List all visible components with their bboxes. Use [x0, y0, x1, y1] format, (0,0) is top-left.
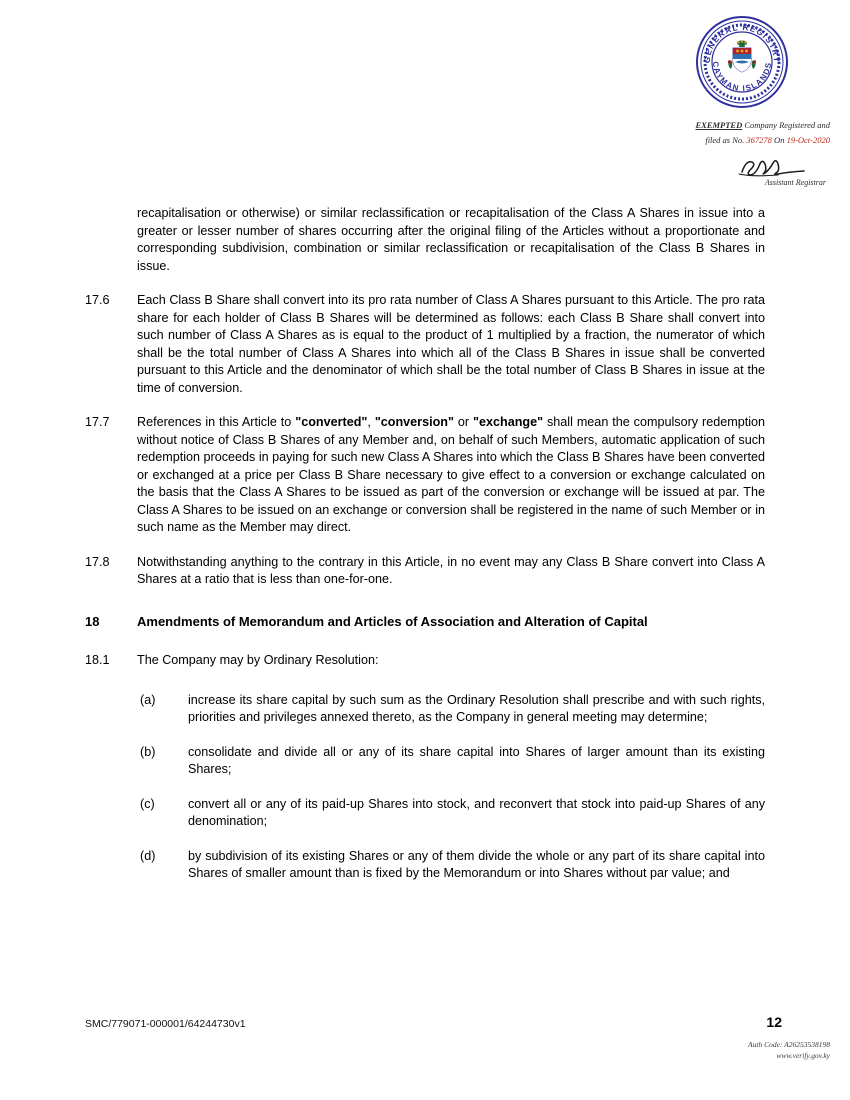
- auth-block: [85, 1039, 832, 1062]
- continued-paragraph: [85, 205, 765, 275]
- footer-row: [85, 1014, 832, 1030]
- clause-17-8-text: Notwithstanding anything to the contrary in this Article, in no event may any Class B Share convert into Class A Shares at a ratio that is less than one-for-one.: [137, 554, 765, 586]
- subclause-b-text: consolidate and divide all or any of its share capital into Shares of larger amount than its existing Shares;: [188, 744, 765, 776]
- clause-17-7-part1: References in this Article to: [137, 415, 296, 429]
- page-number: 12: [766, 1013, 782, 1030]
- defined-term-exchange: "exchange": [473, 415, 544, 429]
- subclause-c-text: convert all or any of its paid-up Shares into stock, and reconvert that stock into paid-up Shares of any denomination;: [188, 796, 765, 828]
- clause-17-6-text: Each Class B Share shall convert into its pro rata number of Class A Shares pursuant to this Article. The pro rata share for each holder of Class B Shares will be determined as follows: each Class B Share shall convert into such number of Class A Shares as is equal to the product of 1 multiplied by a fraction, the numerator of which shall be the total number of Class A Shares into which all of the Class B Shares in issue shall be converted pursuant to this Article and the denominator of which shall be the total number of Class B Shares in issue at the time of conversion.: [137, 293, 765, 395]
- stamp-filed-prefix: filed as No.: [705, 134, 745, 145]
- subclause-b: [85, 744, 765, 779]
- subclause-c-letter: (c): [140, 796, 155, 811]
- verify-url: www.verify.gov.ky: [776, 1051, 830, 1061]
- clause-17-6: [85, 292, 765, 397]
- clause-17-7-number: 17.7: [85, 415, 110, 429]
- svg-text:GENERAL REGISTRY: GENERAL REGISTRY: [702, 22, 782, 64]
- registration-number: 367278: [746, 134, 772, 145]
- stamp-line-exempted: [652, 118, 830, 133]
- exempted-label: EXEMPTED: [695, 120, 743, 130]
- subclause-a-letter: (a): [140, 692, 156, 707]
- clause-18-1-number: 18.1: [85, 653, 110, 667]
- clause-17-7-part2: ,: [367, 415, 375, 429]
- clause-17-7-part3: or: [453, 415, 474, 429]
- subclause-d: [85, 848, 765, 883]
- continued-paragraph-text: recapitalisation or otherwise) or similar reclassification or recapitalisation of the Class A Shares in issue into a greater or lesser number of shares occurring after the original filing of the Articles without a proportionate and corresponding subdivision, combination or similar reclassification or recapitalisation of the Class B Shares in issue.: [137, 206, 765, 273]
- clause-17-8: [85, 554, 765, 589]
- stamp-line-filed: [652, 133, 830, 148]
- defined-term-conversion: "conversion": [374, 415, 454, 429]
- subclause-d-text: by subdivision of its existing Shares or any of them divide the whole or any part of its share capital into Shares of smaller amount than is fixed by the Memorandum or into Shares without par value; and: [188, 848, 765, 880]
- clause-17-6-number: 17.6: [85, 293, 110, 307]
- registrar-signature: [652, 154, 832, 180]
- section-18-title: Amendments of Memorandum and Articles of Association and Alteration of Capital: [137, 613, 648, 629]
- clause-17-7-part4: shall mean the compulsory redemption without notice of Class B Shares of any Member and, on behalf of such Members, automatic application of such redemption proceeds in paying for such new Class A Shares into which the Class B Shares have been converted or exchanged at a price per Class B Share necessary to give effect to a conversion or exchange calculated on the basis that the Class A Shares to be issued as part of the conversion or exchange will be issued at par. The Class A Shares to be issued on an exchange or conversion shall be registered in the name of such Member or in such name as the Member may direct.: [137, 415, 766, 534]
- assistant-registrar-label: Assistant Registrar: [764, 177, 826, 187]
- section-18-heading: [85, 613, 765, 631]
- page-footer: [85, 1014, 832, 1062]
- subclause-d-letter: (d): [140, 848, 156, 863]
- subclause-a-text: increase its share capital by such sum as the Ordinary Resolution shall prescribe and with such rights, priorities and privileges annexed thereto, as the Company in general meeting may determine;: [188, 692, 765, 724]
- svg-text:CAYMAN ISLANDS: CAYMAN ISLANDS: [710, 60, 774, 94]
- stamp-filed-mid: On: [774, 134, 785, 145]
- auth-code: Auth Code: A26253538198: [748, 1039, 830, 1049]
- clause-17-7-text: [137, 414, 765, 537]
- general-registry-seal: [694, 14, 790, 110]
- clause-18-1: [85, 652, 765, 670]
- document-reference: SMC/779071-000001/64244730v1: [85, 1017, 246, 1030]
- clause-17-7: [85, 414, 765, 537]
- stamp-registration-text: [652, 118, 832, 148]
- subclause-a: [85, 692, 765, 727]
- registration-date: 19-Oct-2020: [786, 134, 830, 145]
- stamp-line1-rest: Company Registered and: [744, 120, 830, 130]
- section-18-number: 18: [85, 613, 100, 629]
- clause-18-1-text: The Company may by Ordinary Resolution:: [137, 653, 379, 667]
- clause-17-8-number: 17.8: [85, 554, 110, 569]
- document-body: [85, 205, 765, 900]
- subclause-c: [85, 796, 765, 831]
- registry-stamp-block: [652, 14, 832, 187]
- subclause-b-letter: (b): [140, 744, 156, 759]
- defined-term-converted: "converted": [295, 415, 368, 429]
